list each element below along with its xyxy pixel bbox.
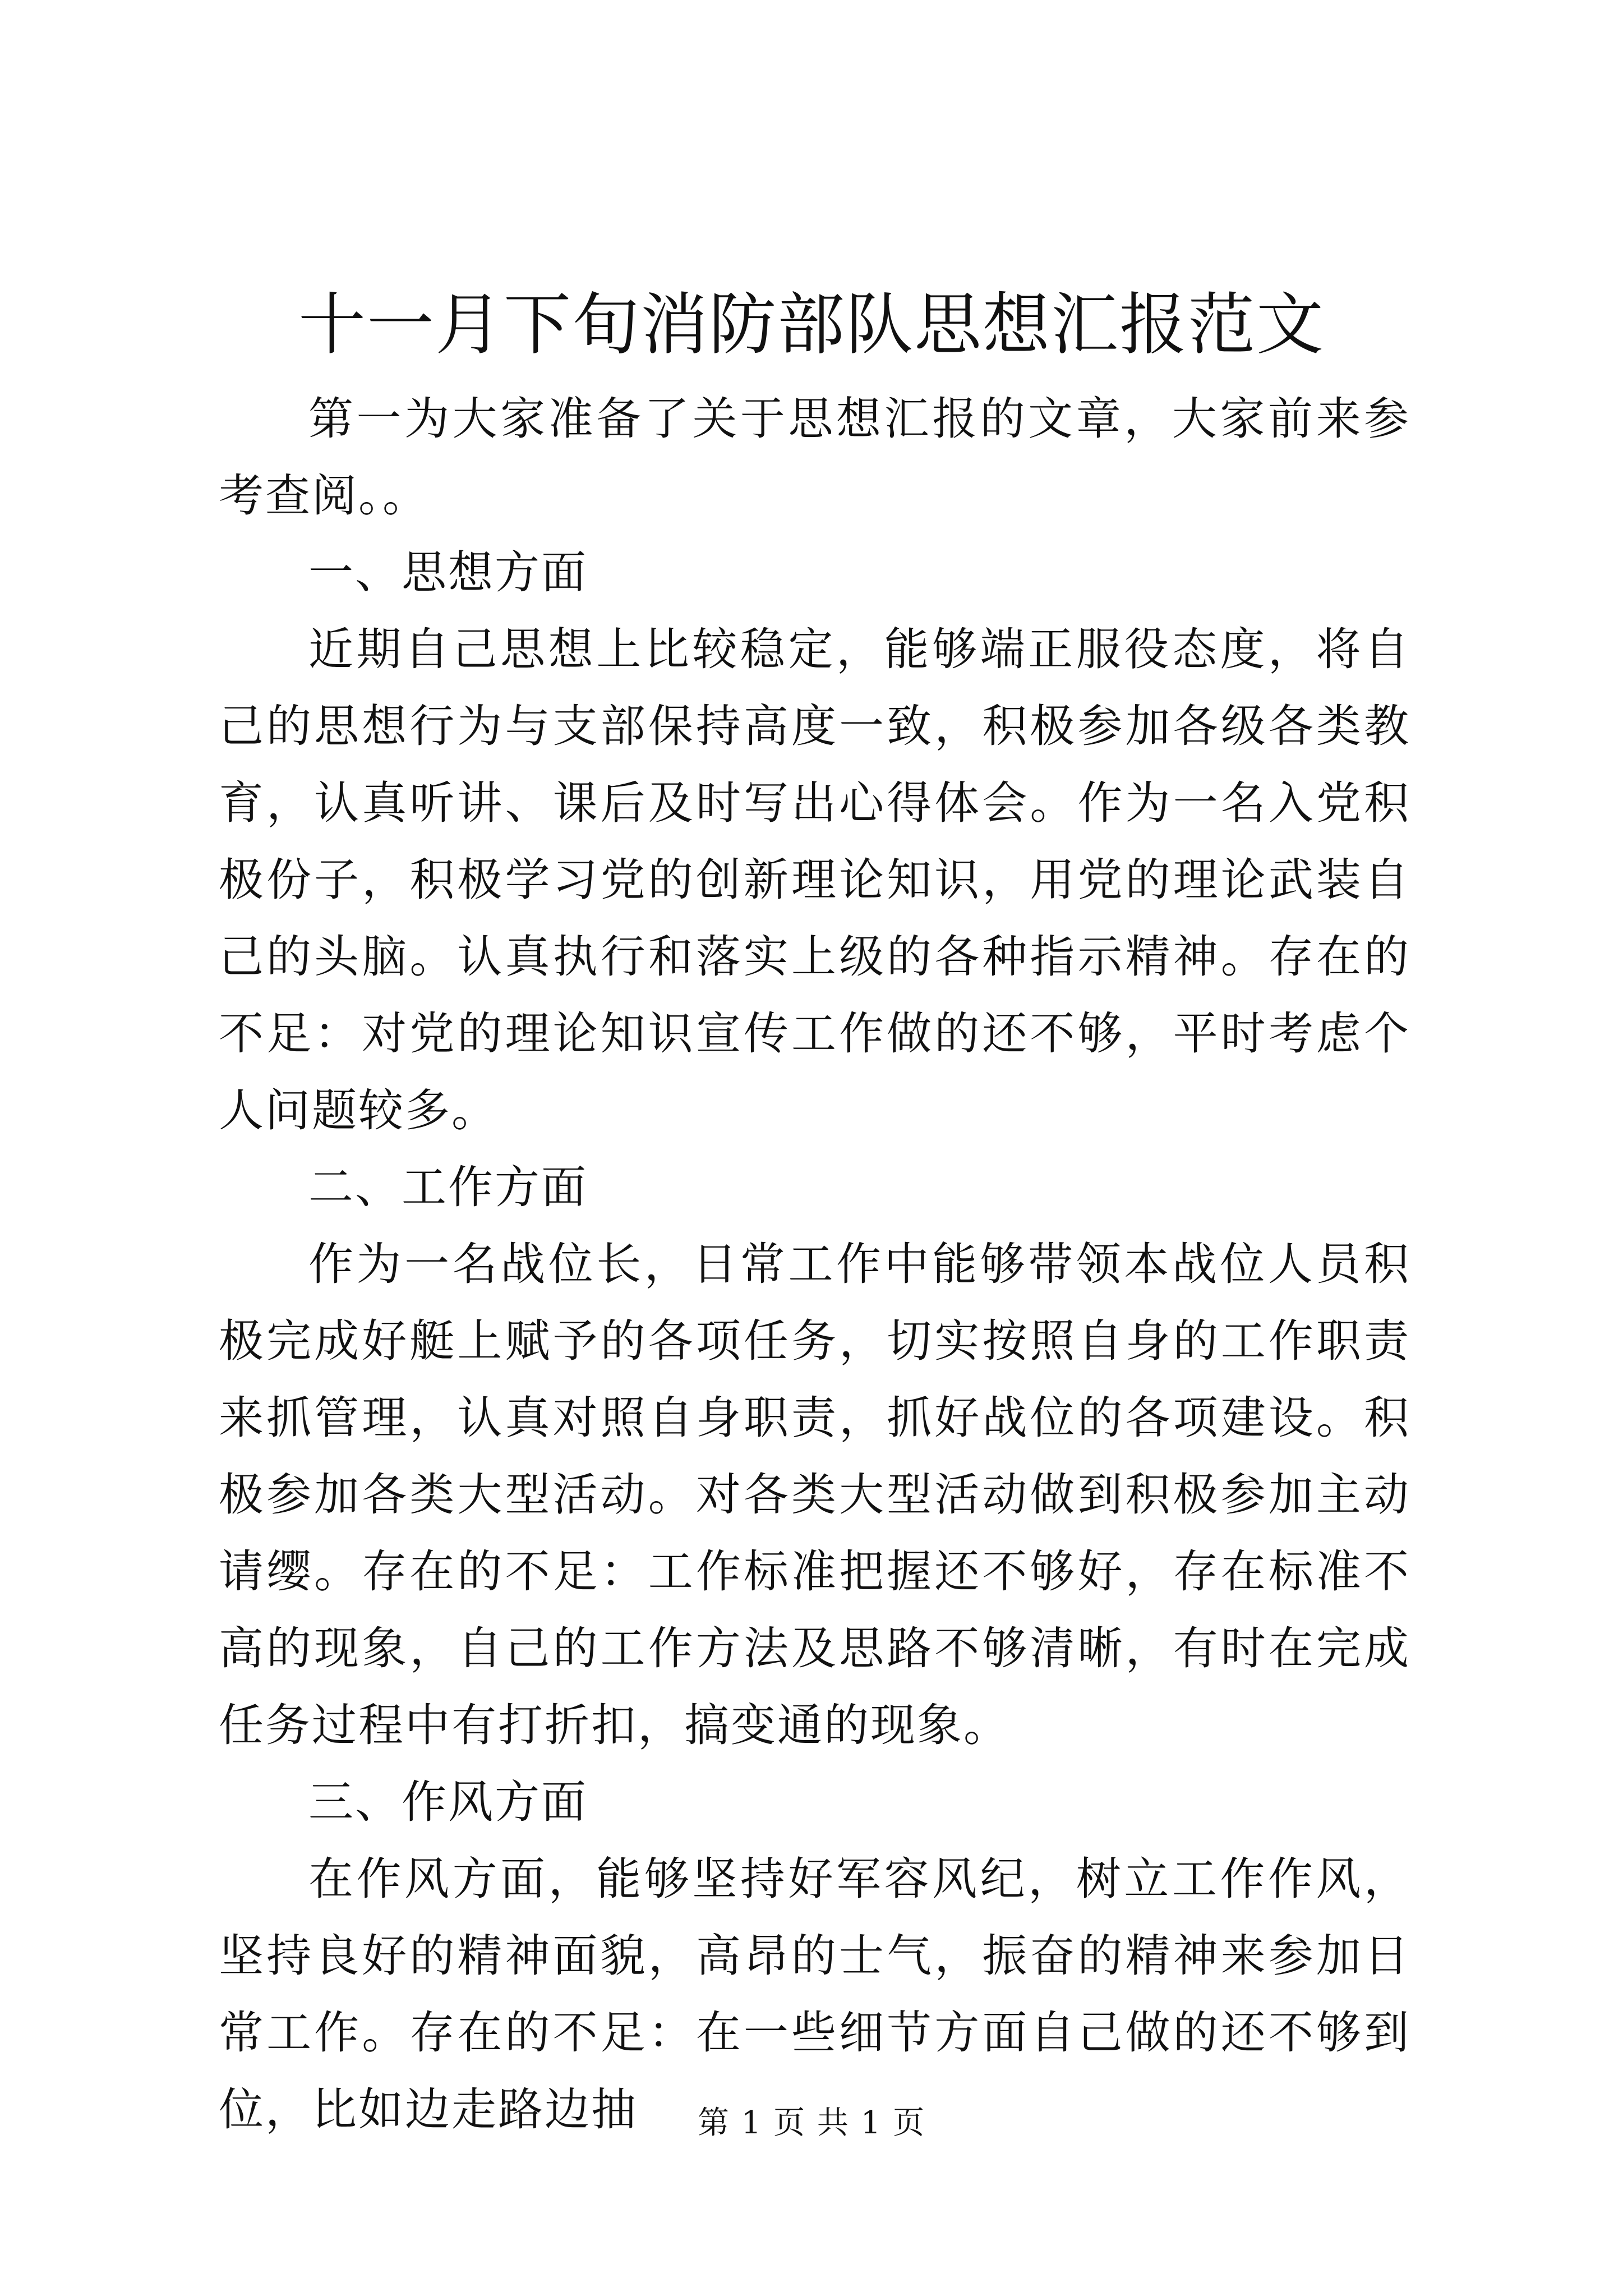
section-heading-style: 三、作风方面 xyxy=(308,1776,588,1828)
section-paragraph-work: 作为一名战位长，日常工作中能够带领本战位人员积极完成好艇上赋予的各项任务，切实按照自身的工作职责来抓管理，认真对照自身职责，抓好战位的各项建设。积极参加各类大型活动。对各类大型活动做到积极参加主动请缨。存在的不足：工作标准把握还不够好，存在标准不高的现象，自己的工作方法及思路不够清晰，有时在完成任务过程中有打折扣，搞变通的现象。 xyxy=(219,1238,1410,1751)
intro-paragraph: 第一为大家准备了关于思想汇报的文章，大家前来参考查阅。。 xyxy=(219,393,1410,522)
section-paragraph-thought: 近期自己思想上比较稳定，能够端正服役态度，将自己的思想行为与支部保持高度一致，积极参加各级各类教育，认真听讲、课后及时写出心得体会。作为一名入党积极份子，积极学习党的创新理论知识，用党的理论武装自己的头脑。认真执行和落实上级的各种指示精神。存在的不足：对党的理论知识宣传工作做的还不够，平时考虑个人问题较多。 xyxy=(219,623,1410,1137)
document-title: 十一月下旬消防部队思想汇报范文 xyxy=(298,286,1325,364)
section-paragraph-style: 在作风方面，能够坚持好军容风纪，树立工作作风，坚持良好的精神面貌，高昂的士气，振奋的精神来参加日常工作。存在的不足：在一些细节方面自己做的还不够到位，比如边走路边抽 xyxy=(219,1853,1410,2136)
section-heading-thought: 一、思想方面 xyxy=(308,546,588,599)
section-heading-work: 二、工作方面 xyxy=(308,1161,588,1213)
document-body xyxy=(219,380,1410,2148)
page-number-footer: 第 1 页 共 1 页 xyxy=(697,2105,926,2141)
